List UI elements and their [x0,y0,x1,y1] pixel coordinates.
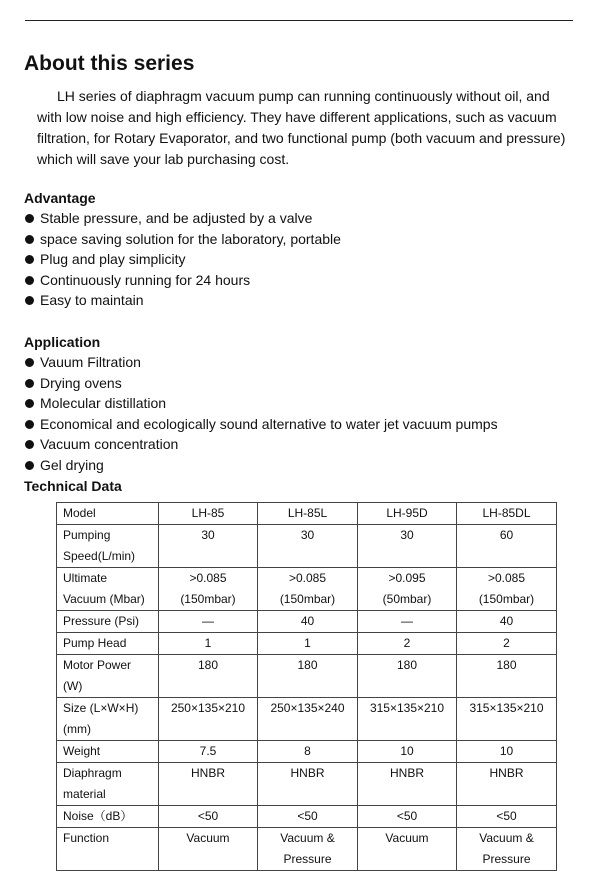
table-cell: HNBR [457,763,557,806]
bullet-icon [25,276,34,285]
table-row [57,741,557,763]
table-cell: >0.085 (150mbar) [258,568,358,611]
row-label-cell: Pump Head [57,633,159,655]
page-title: About this series [24,52,195,75]
list-item [24,208,341,229]
table-cell: <50 [457,806,557,828]
table-cell: >0.085 (150mbar) [457,568,557,611]
table-cell: 30 [258,525,358,568]
intro-paragraph [37,86,577,170]
bullet-icon [25,379,34,388]
list-item-text: Continuously running for 24 hours [40,271,251,288]
table-row [57,633,557,655]
table-cell: 1 [159,633,258,655]
table-cell: 40 [457,611,557,633]
table-cell: 30 [358,525,457,568]
list-item-text: space saving solution for the laboratory, portable [40,230,341,247]
top-divider [25,20,573,21]
bullet-icon [25,255,34,264]
table-row [57,525,557,568]
table-cell: 1 [258,633,358,655]
list-item-text: Vacuum concentration [40,436,179,452]
list-item [24,290,341,311]
header-cell: LH-85 [159,503,258,525]
technical-data-table [56,502,557,871]
advantage-list [24,208,341,311]
list-item [24,352,498,373]
list-item-text: Plug and play simplicity [40,251,186,267]
list-item [24,270,341,291]
table-cell: 180 [159,655,258,698]
application-heading: Application [24,334,101,350]
table-cell: HNBR [159,763,258,806]
table-cell: Vacuum & Pressure [258,828,358,871]
row-label-cell: Weight [57,741,159,763]
table-cell: >0.095 (50mbar) [358,568,457,611]
list-item-text: Economical and ecologically sound alternative to water jet vacuum pumps [40,415,498,432]
table-row [57,655,557,698]
list-item [24,229,341,250]
table-cell: 7.5 [159,741,258,763]
table-cell: 30 [159,525,258,568]
bullet-icon [25,420,34,429]
row-label-cell: Function [57,828,159,871]
technical-data-heading: Technical Data [24,478,122,494]
row-label-cell: Pumping Speed(L/min) [57,525,159,568]
header-cell: Model [57,503,159,525]
row-label-cell: Motor Power (W) [57,655,159,698]
table-cell: 250×135×240 [258,698,358,741]
table-row [57,568,557,611]
table-row [57,763,557,806]
table-cell: 40 [258,611,358,633]
list-item-text: Gel drying [40,456,104,473]
table-cell: Vacuum [159,828,258,871]
list-item [24,455,498,476]
list-item-text: Drying ovens [40,374,122,391]
row-label-cell: Diaphragm material [57,763,159,806]
table-cell: <50 [358,806,457,828]
table-row [57,611,557,633]
list-item [24,249,341,270]
table-cell: 180 [457,655,557,698]
table-cell: >0.085 (150mbar) [159,568,258,611]
table-cell: — [358,611,457,633]
table-cell: HNBR [358,763,457,806]
table-cell: 10 [358,741,457,763]
intro-text: LH series of diaphragm vacuum pump can running continuously without oil, and with low noise and high efficiency. They have different applications, such as vacuum filtration, for Rotary Evaporator, and two functional pump (both vacuum and pressure) which will save your lab purchasing cost. [37,88,566,167]
advantage-heading: Advantage [24,190,96,206]
table-cell: 180 [258,655,358,698]
bullet-icon [25,296,34,305]
bullet-icon [25,461,34,470]
row-label-cell: Pressure (Psi) [57,611,159,633]
row-label-cell: Noise（dB） [57,806,159,828]
table-row [57,698,557,741]
table-header-row [57,503,557,525]
header-cell: LH-95D [358,503,457,525]
bullet-icon [25,440,34,449]
bullet-icon [25,358,34,367]
table-row [57,828,557,871]
table-cell: 8 [258,741,358,763]
bullet-icon [25,399,34,408]
list-item [24,373,498,394]
bullet-icon [25,235,34,244]
table-cell: — [159,611,258,633]
table-cell: <50 [159,806,258,828]
header-cell: LH-85L [258,503,358,525]
header-cell: LH-85DL [457,503,557,525]
list-item-text: Vauum Filtration [40,354,141,370]
row-label-cell: Ultimate Vacuum (Mbar) [57,568,159,611]
application-list [24,352,498,475]
list-item [24,414,498,435]
table-cell: 2 [358,633,457,655]
table-cell: 60 [457,525,557,568]
table-cell: HNBR [258,763,358,806]
row-label-cell: Size (L×W×H) (mm) [57,698,159,741]
table-cell: 2 [457,633,557,655]
table-cell: 10 [457,741,557,763]
table-cell: 250×135×210 [159,698,258,741]
table-cell: 315×135×210 [358,698,457,741]
table-cell: Vacuum [358,828,457,871]
table-cell: <50 [258,806,358,828]
list-item-text: Stable pressure, and be adjusted by a valve [40,210,313,226]
table-cell: Vacuum & Pressure [457,828,557,871]
bullet-icon [25,214,34,223]
table-cell: 180 [358,655,457,698]
list-item [24,393,498,414]
list-item-text: Easy to maintain [40,292,144,308]
list-item-text: Molecular distillation [40,395,167,411]
list-item [24,434,498,455]
table-cell: 315×135×210 [457,698,557,741]
table-row [57,806,557,828]
